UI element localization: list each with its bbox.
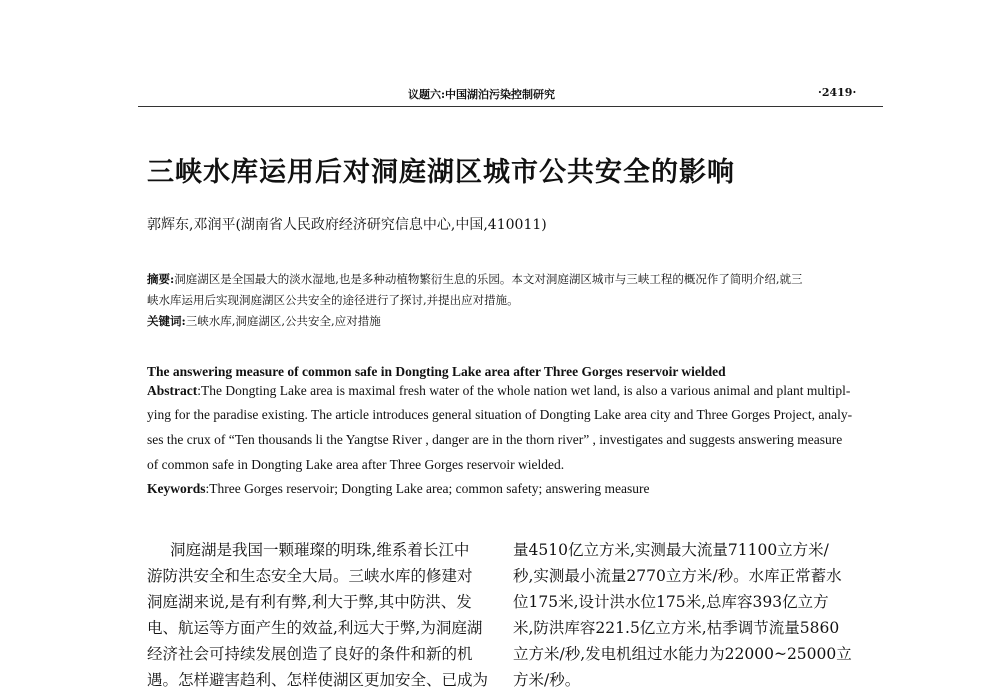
abstract-en-text: :The Dongting Lake area is maximal fresh water of the whole nation wet land, is also a various animal and plant multipl-	[197, 383, 851, 398]
abstract-cn-text: 洞庭湖区是全国最大的淡水湿地,也是多种动植物繁衍生息的乐园。本文对洞庭湖区城市与三峡工程的概况作了简明介绍,就三	[174, 272, 803, 286]
running-header: 议题六:中国湖泊污染控制研究	[408, 88, 556, 101]
keywords-cn-label: 关键词:	[147, 314, 186, 328]
page-number: ·2419·	[818, 86, 857, 99]
body-right-line: 立方米/秒,发电机组过水能力为22000~25000立	[513, 645, 852, 663]
keywords-en	[147, 481, 649, 497]
body-left-line: 洞庭湖是我国一颗璀璨的明珠,维系着长江中	[170, 541, 470, 559]
body-right-line: 量4510亿立方米,实测最大流量71100立方米/	[513, 541, 829, 559]
abstract-cn-line	[147, 271, 803, 287]
body-right-line: 方米/秒。	[513, 671, 581, 688]
abstract-en-line	[147, 383, 850, 399]
body-left-line: 经济社会可持续发展创造了良好的条件和新的机	[147, 645, 473, 663]
abstract-cn-label: 摘要:	[147, 272, 175, 286]
abstract-en-label: Abstract	[147, 383, 198, 398]
body-right-line: 秒,实测最小流量2770立方米/秒。水库正常蓄水	[513, 567, 842, 585]
keywords-en-label: Keywords	[147, 481, 206, 496]
body-right-line: 米,防洪库容221.5亿立方米,枯季调节流量5860	[513, 619, 840, 637]
body-left-line: 遇。怎样避害趋利、怎样使湖区更加安全、已成为	[147, 671, 489, 688]
abstract-en-line: ying for the paradise existing. The article introduces general situation of Dongting Lake area city and Three Gorges Project, analy-	[147, 407, 853, 422]
body-left-line: 洞庭湖来说,是有利有弊,利大于弊,其中防洪、发	[147, 593, 472, 611]
authors: 郭辉东,邓润平(湖南省人民政府经济研究信息中心,中国,410011)	[147, 217, 547, 233]
abstract-cn-line: 峡水库运用后实现洞庭湖区公共安全的途径进行了探讨,并提出应对措施。	[147, 293, 519, 307]
body-right-line: 位175米,设计洪水位175米,总库容393亿立方	[513, 593, 829, 611]
keywords-cn-text: 三峡水库,洞庭湖区,公共安全,应对措施	[185, 314, 381, 328]
abstract-en-line: of common safe in Dongting Lake area after Three Gorges reservoir wielded.	[147, 457, 565, 472]
keywords-cn	[147, 313, 381, 329]
header-rule	[138, 106, 883, 107]
keywords-en-text: :Three Gorges reservoir; Dongting Lake area; common safety; answering measure	[205, 481, 650, 496]
paper-title: 三峡水库运用后对洞庭湖区城市公共安全的影响	[147, 157, 735, 188]
english-title: The answering measure of common safe in Dongting Lake area after Three Gorges reservoir wielded	[147, 364, 726, 379]
body-left-line: 游防洪安全和生态安全大局。三峡水库的修建对	[147, 567, 473, 585]
abstract-en-line: ses the crux of “Ten thousands li the Yangtse River , danger are in the thorn river” , investigates and suggests answering measure	[147, 432, 843, 447]
body-left-line: 电、航运等方面产生的效益,利远大于弊,为洞庭湖	[147, 619, 483, 637]
